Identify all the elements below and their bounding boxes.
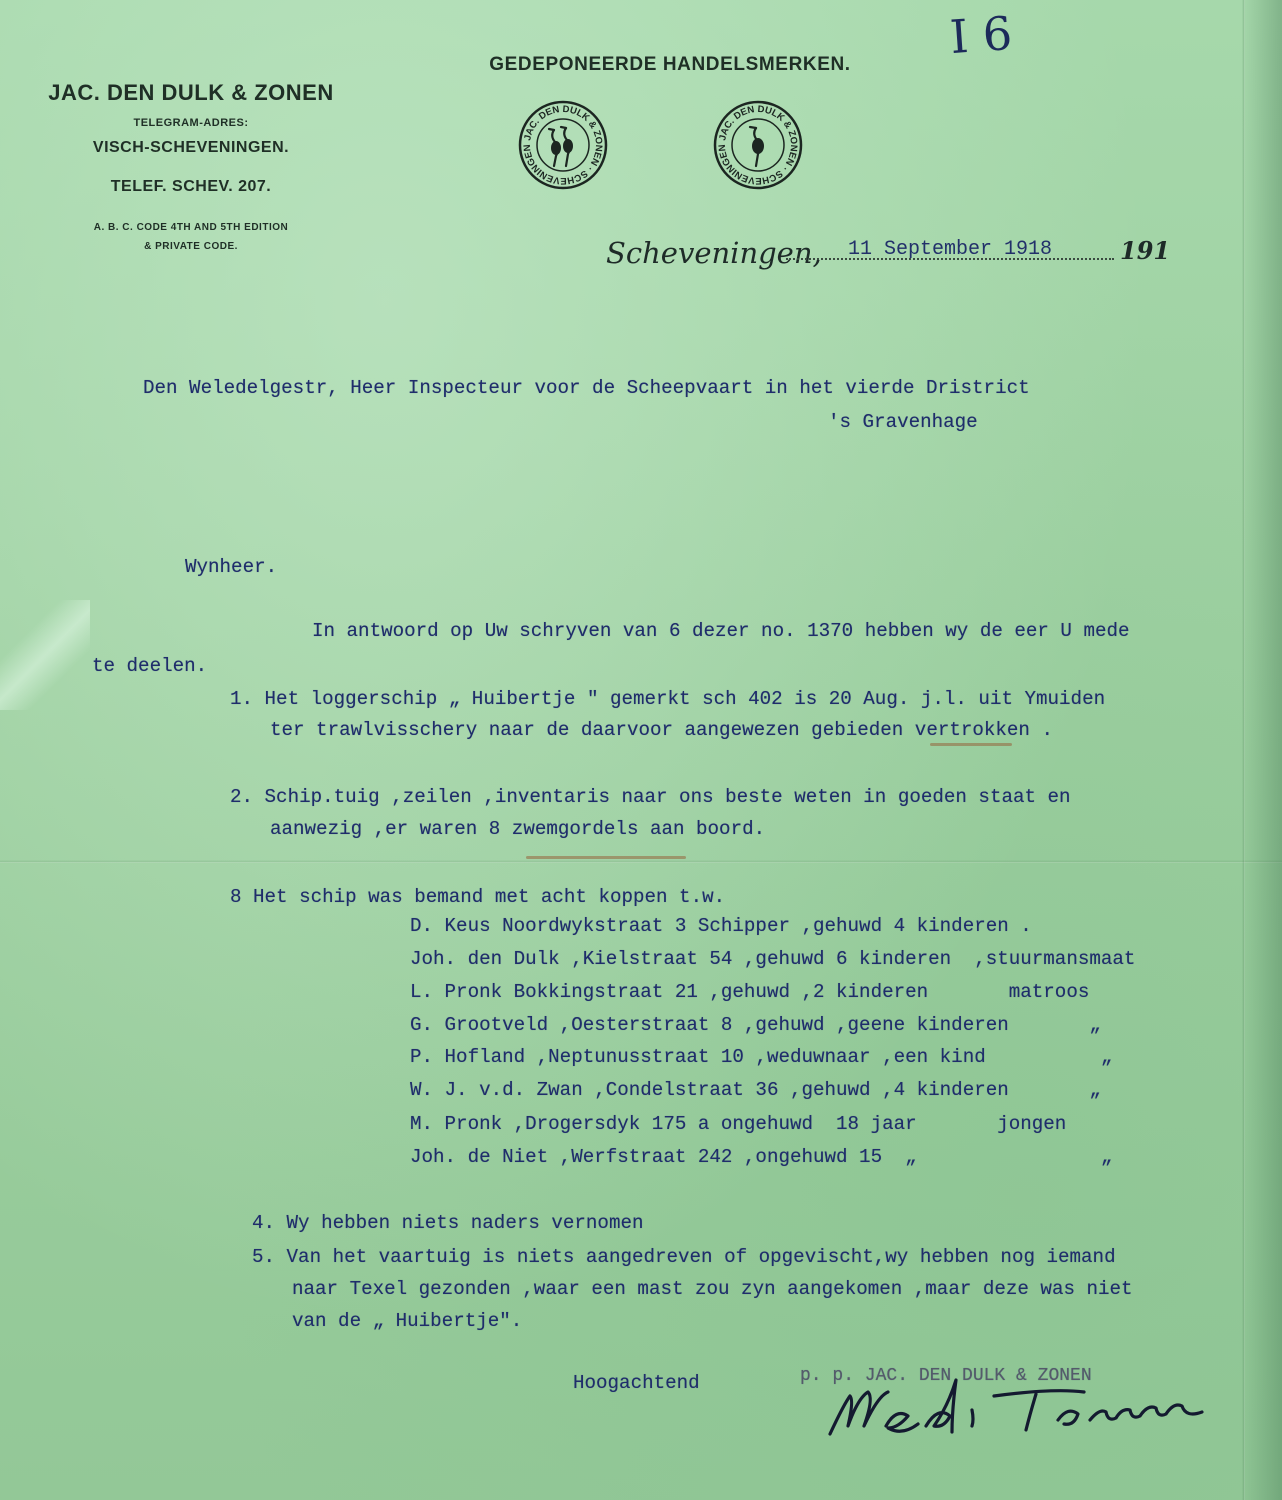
trademarks-title: GEDEPONEERDE HANDELSMERKEN.	[489, 54, 851, 75]
code-line-2: & PRIVATE CODE.	[144, 241, 238, 252]
crew-row: M. Pronk ,Drogersdyk 175 a ongehuwd 18 jaar jongen	[410, 1113, 1067, 1135]
letter-date: 11 September 1918	[848, 238, 1053, 261]
svg-text:JAC. DEN DULK & ZONEN · SCHEVE: JAC. DEN DULK & ZONEN · SCHEVENINGEN	[716, 103, 800, 187]
intro-line-1: In antwoord op Uw schryven van 6 dezer no. 1370 hebben wy de eer U mede	[312, 620, 1130, 642]
salutation: Wynheer.	[185, 556, 278, 578]
item-2-line-1: 2. Schip.tuig ,zeilen ,inventaris naar ons beste weten in goeden staat en	[230, 786, 1071, 808]
item-5-line-2: naar Texel gezonden ,waar een mast zou zyn aangekomen ,maar deze was niet	[292, 1278, 1133, 1300]
crew-row: L. Pronk Bokkingstraat 21 ,gehuwd ,2 kinderen matroos	[410, 981, 1090, 1003]
intro-line-2: te deelen.	[92, 655, 208, 677]
crew-row: P. Hofland ,Neptunusstraat 10 ,weduwnaar ,een kind „	[410, 1046, 1113, 1068]
paper-crease-highlight	[0, 600, 90, 710]
pencil-underline	[930, 743, 1012, 746]
item-1-line-1: 1. Het loggerschip „ Huibertje " gemerkt sch 402 is 20 Aug. j.l. uit Ymuiden	[230, 688, 1106, 710]
trademark-seal-two-storks	[518, 100, 608, 190]
item-5-line-3: van de „ Huibertje".	[292, 1310, 523, 1332]
telegram-label: TELEGRAM-ADRES:	[133, 117, 249, 129]
addressee-city: 's Gravenhage	[828, 411, 978, 433]
item-5-line-1: 5. Van het vaartuig is niets aangedreven of opgevischt,wy hebben nog iemand	[252, 1246, 1116, 1268]
crew-row: Joh. de Niet ,Werfstraat 242 ,ongehuwd 15 „ „	[410, 1146, 1113, 1168]
closing: Hoogachtend	[573, 1372, 700, 1394]
telegram-address: VISCH-SCHEVENINGEN.	[92, 139, 290, 156]
item-1-line-2: ter trawlvisschery naar de daarvoor aangewezen gebieden vertrokken .	[270, 719, 1053, 741]
place-name: Scheveningen,	[606, 236, 822, 270]
telephone: TELEF. SCHEV. 207.	[110, 178, 272, 195]
signature-stamp: p. p. JAC. DEN DULK & ZONEN	[800, 1366, 1092, 1386]
paper-fold-horizontal	[0, 860, 1282, 863]
item-4: 4. Wy hebben niets naders vernomen	[252, 1212, 644, 1234]
handwritten-signature	[822, 1372, 1242, 1452]
item-3-line-1: 8 Het schip was bemand met acht koppen t.w.	[230, 886, 726, 908]
item-2-line-2: aanwezig ,er waren 8 zwemgordels aan boord.	[270, 818, 766, 840]
crew-row: Joh. den Dulk ,Kielstraat 54 ,gehuwd 6 kinderen ,stuurmansmaat	[410, 948, 1136, 970]
company-name: JAC. DEN DULK & ZONEN	[48, 80, 334, 105]
code-line-1: A. B. C. CODE 4TH AND 5TH EDITION	[93, 222, 289, 233]
printed-year-prefix: 191	[1120, 236, 1171, 265]
svg-text:JAC. DEN DULK & ZONEN · SCHEVE: JAC. DEN DULK & ZONEN · SCHEVENINGEN	[521, 103, 605, 187]
archive-mark-handwritten: I 6	[948, 5, 1014, 65]
crew-row: G. Grootveld ,Oesterstraat 8 ,gehuwd ,geene kinderen „	[410, 1014, 1101, 1036]
crew-row: W. J. v.d. Zwan ,Condelstraat 36 ,gehuwd ,4 kinderen „	[410, 1079, 1101, 1101]
paper-edge-shadow	[1242, 0, 1282, 1500]
addressee-line: Den Weledelgestr, Heer Inspecteur voor de Scheepvaart in het vierde Dristrict	[143, 377, 1030, 399]
trademark-seal-one-stork	[713, 100, 803, 190]
crew-row: D. Keus Noordwykstraat 3 Schipper ,gehuwd 4 kinderen .	[410, 915, 1032, 937]
pencil-underline	[526, 856, 686, 859]
